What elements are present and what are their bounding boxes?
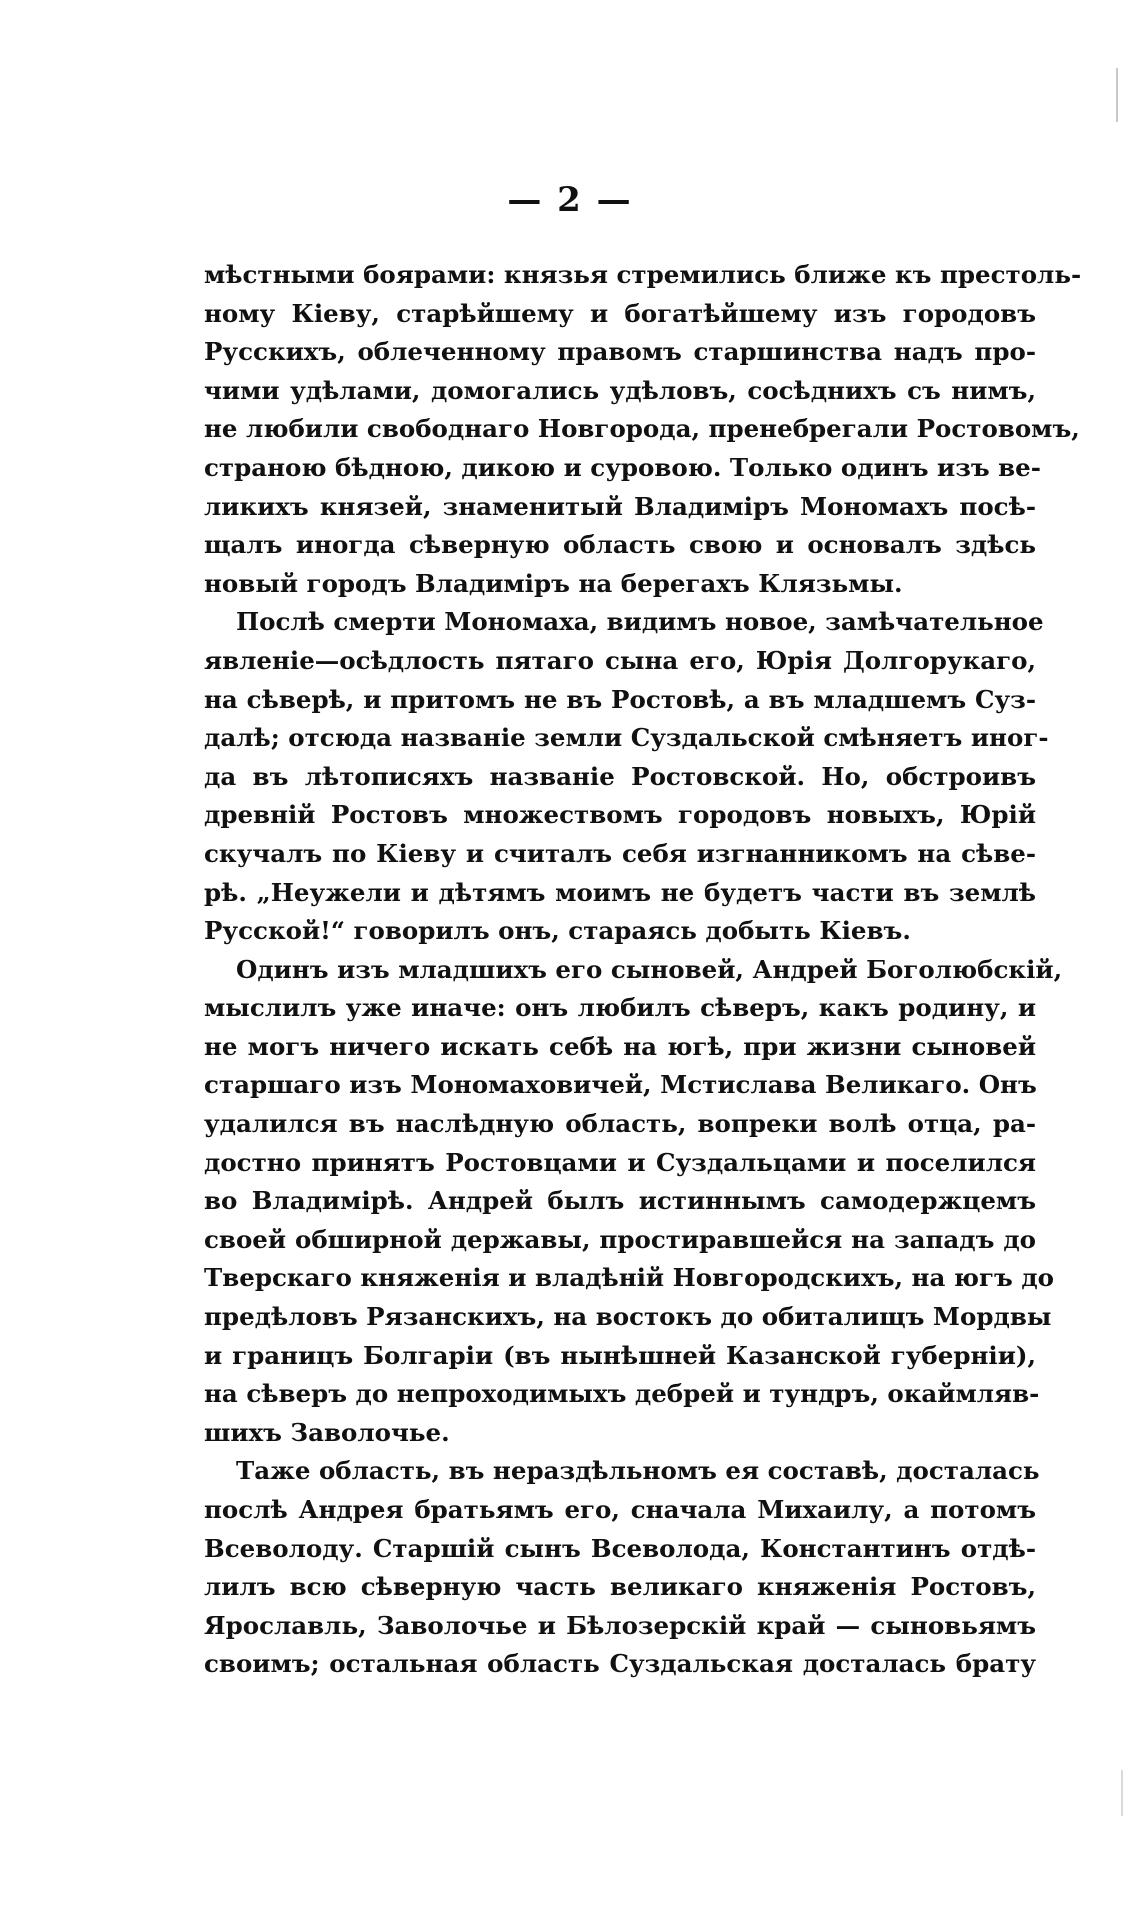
text-line: страною бѣдною, дикою и суровою. Только одинъ изъ ве-: [204, 452, 1041, 482]
text-line: на сѣверъ до непроходимыхъ дебрей и тундръ, окаймляв-: [204, 1379, 1040, 1409]
body-text: [204, 256, 1082, 1684]
text-line: старшаго изъ Мономаховичей, Мстислава Великаго. Онъ: [204, 1070, 1037, 1100]
text-line: рѣ. „Неужели и дѣтямъ моимъ не будетъ части въ землѣ: [204, 877, 1036, 907]
scan-edge-mark: [1121, 1770, 1123, 1816]
text-line: мыслилъ уже иначе: онъ любилъ сѣверъ, какъ родину, и: [204, 993, 1036, 1023]
text-line: чими удѣлами, домогались удѣловъ, сосѣднихъ съ нимъ,: [204, 375, 1036, 405]
text-line: далѣ; отсюда названіе земли Суздальской смѣняетъ иног-: [204, 723, 1049, 753]
text-line: и границъ Болгаріи (въ нынѣшней Казанской губерніи),: [204, 1340, 1036, 1370]
text-line: новый городъ Владиміръ на берегахъ Клязьмы.: [204, 568, 903, 598]
text-line: да въ лѣтописяхъ названіе Ростовской. Но, обстроивъ: [204, 761, 1036, 791]
text-line: своей обширной державы, простиравшейся на западъ до: [204, 1224, 1036, 1254]
text-line: Русской!“ говорилъ онъ, стараясь добыть Кіевъ.: [204, 916, 911, 946]
text-line: достно принятъ Ростовцами и Суздальцами и поселился: [204, 1147, 1036, 1177]
text-line: не любили свободнаго Новгорода, пренебрегали Ростовомъ,: [204, 414, 1080, 444]
paragraph-start-line: Одинъ изъ младшихъ его сыновей, Андрей Боголюбскій,: [236, 954, 1063, 984]
text-line: древній Ростовъ множествомъ городовъ новыхъ, Юрій: [204, 800, 1036, 830]
text-line: Тверскаго княженія и владѣній Новгородскихъ, на югъ до: [204, 1263, 1055, 1293]
text-line: шихъ Заволочье.: [204, 1417, 450, 1447]
paragraph-start-line: Послѣ смерти Мономаха, видимъ новое, замѣчательное: [236, 607, 1044, 637]
text-line: на сѣверѣ, и притомъ не въ Ростовѣ, а въ младшемъ Суз-: [204, 684, 1036, 714]
text-line: ному Кіеву, старѣйшему и богатѣйшему изъ городовъ: [204, 298, 1036, 328]
text-line: Русскихъ, облеченному правомъ старшинства надъ про-: [204, 337, 1036, 367]
paragraph-start-line: Таже область, въ нераздѣльномъ ея составѣ, досталась: [236, 1456, 1040, 1486]
text-line: мѣстными боярами: князья стремились ближе къ престоль-: [204, 260, 1082, 289]
text-line: Всеволоду. Старшій сынъ Всеволода, Константинъ отдѣ-: [204, 1533, 1036, 1563]
page-number: — 2 —: [507, 180, 633, 220]
text-line: удалился въ наслѣдную область, вопреки волѣ отца, ра-: [204, 1109, 1036, 1139]
text-line: явленіе—осѣдлость пятаго сына его, Юрія Долгорукаго,: [204, 645, 1036, 675]
text-line: ликихъ князей, знаменитый Владиміръ Мономахъ посѣ-: [204, 491, 1036, 521]
text-line: лилъ всю сѣверную часть великаго княженія Ростовъ,: [204, 1572, 1036, 1602]
text-line: не могъ ничего искать себѣ на югѣ, при жизни сыновей: [204, 1031, 1036, 1061]
text-line: щалъ иногда сѣверную область свою и основалъ здѣсь: [204, 530, 1036, 560]
text-line: послѣ Андрея братьямъ его, сначала Михаилу, а потомъ: [204, 1495, 1036, 1524]
text-line: скучалъ по Кіеву и считалъ себя изгнанникомъ на сѣве-: [204, 838, 1036, 868]
text-line: во Владимірѣ. Андрей былъ истиннымъ самодержцемъ: [204, 1186, 1036, 1216]
scan-edge-mark: [1116, 68, 1118, 122]
text-line: Ярославль, Заволочье и Бѣлозерскій край — сыновьямъ: [204, 1610, 1036, 1640]
text-line: своимъ; остальная область Суздальская досталась брату: [204, 1649, 1036, 1679]
text-line: предѣловъ Рязанскихъ, на востокъ до обиталищъ Мордвы: [204, 1302, 1052, 1332]
